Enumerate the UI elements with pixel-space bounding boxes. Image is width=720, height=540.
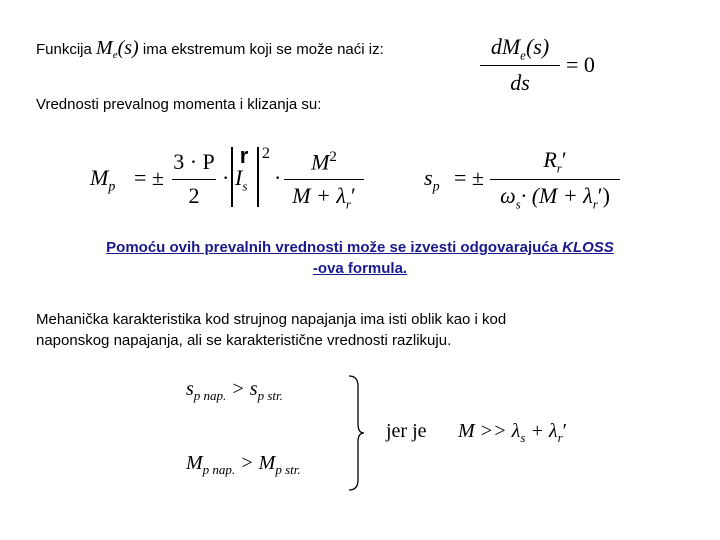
mp-frac2-den: $M + \lambda_r'$: [292, 183, 356, 212]
curly-brace: [346, 374, 366, 492]
mp-dot2: ·: [274, 165, 282, 190]
derivative-numerator: $dM_e(s)$: [490, 34, 550, 63]
derivative-rhs: = 0: [566, 52, 595, 77]
derivative-equation: [478, 34, 608, 98]
func-symbol: M: [96, 37, 113, 59]
abs-bar-right: [257, 147, 259, 207]
prevalni-heading: Vrednosti prevalnog momenta i klizanja su:: [36, 96, 322, 113]
mp-frac2-bar: [284, 179, 364, 180]
ineq-row1: $s_{p nap.} > s_{p str.}$: [186, 378, 283, 403]
mp-frac1-num: 3 · P: [173, 149, 215, 174]
kloss-text-line1: Pomoću ovih prevalnih vrednosti može se izvesti odgovarajuća KLOSS: [106, 239, 614, 256]
func-arg: (s): [117, 37, 139, 59]
mp-equation: [90, 143, 370, 217]
sp-equation: [424, 143, 624, 217]
mech-text-line2: naponskog napajanja, ali se karakteristične vrednosti razlikuju.: [36, 332, 452, 349]
mp-abs-exp: 2: [262, 145, 270, 162]
ineq-row2: $M_{p nap.} > M_{p str.}$: [186, 452, 301, 477]
intro-prefix: Funkcija: [36, 41, 92, 58]
mp-frac2-num: $M^2$: [311, 149, 337, 175]
func-sub: e: [112, 49, 118, 61]
mp-abs-r: r: [239, 143, 249, 168]
mp-lhs: $M_p$: [90, 165, 116, 195]
sp-lhs: $s_p$: [424, 165, 440, 195]
sp-sign: = ±: [454, 165, 484, 190]
mp-frac1-den: 2: [188, 183, 200, 208]
mech-text-line1: Mehanička karakteristika kod strujnog napajanja ima isti oblik kao i kod: [36, 311, 507, 328]
intro-suffix: ima ekstremum koji se može naći iz:: [142, 41, 384, 58]
mp-frac1-bar: [172, 179, 216, 180]
ineq-condition: $M >> \lambda_s + \lambda_r'$: [458, 420, 567, 445]
mp-sign: = ±: [134, 165, 164, 190]
derivative-denominator: ds: [510, 70, 530, 95]
mp-dot1: ·: [222, 165, 230, 190]
inequality-block: [186, 372, 606, 498]
sp-num: $R_r'$: [543, 147, 567, 176]
kloss-text-line2: -ova formula.: [312, 260, 408, 277]
mp-abs-i: $I_s$: [235, 165, 248, 194]
sp-den: $\omega_s\cdot (M + \lambda_r')$: [500, 183, 610, 212]
because-label: jer je: [386, 420, 427, 442]
fraction-bar: [480, 65, 560, 66]
sp-bar: [490, 179, 620, 180]
intro-line: [36, 38, 384, 65]
